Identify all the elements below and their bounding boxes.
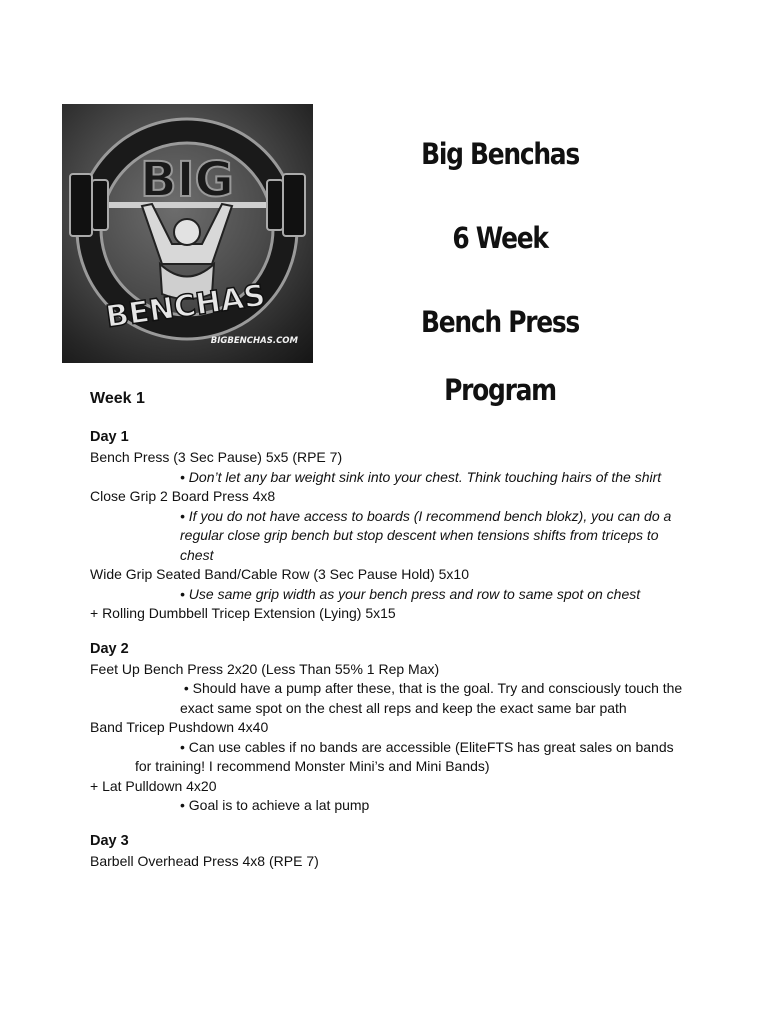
day-section [90, 638, 690, 816]
days-list [90, 426, 690, 871]
day-heading: Day 1 [90, 429, 129, 445]
exercise-line: Close Grip 2 Board Press 4x8 [90, 488, 276, 504]
exercise-line: Band Tricep Pushdown 4x40 [90, 719, 269, 735]
exercise-note: • If you do not have access to boards (I recommend bench blokz), you can do a [180, 507, 672, 524]
exercise-line: Bench Press (3 Sec Pause) 5x5 (RPE 7) [90, 449, 343, 465]
exercise-line: Barbell Overhead Press 4x8 (RPE 7) [90, 852, 319, 869]
title-line-3: Bench Press Program [421, 305, 579, 407]
exercise-line: + Lat Pulldown 4x20 [90, 777, 217, 794]
title-line-2: 6 Week [452, 221, 548, 255]
day-section [90, 426, 690, 624]
exercise-line: Wide Grip Seated Band/Cable Row (3 Sec Pause Hold) 5x10 [90, 566, 469, 582]
exercise-line: + Rolling Dumbbell Tricep Extension (Lying) 5x15 [90, 605, 396, 621]
exercise-line: Feet Up Bench Press 2x20 (Less Than 55% 1 Rep Max) [90, 660, 440, 677]
document-title [380, 120, 621, 407]
exercise-note: for training! I recommend Monster Mini’s and Mini Bands) [135, 758, 490, 774]
exercise-note: • Don’t let any bar weight sink into your chest. Think touching hairs of the shirt [180, 468, 662, 485]
day-heading: Day 3 [90, 832, 129, 849]
big-benchas-logo [62, 104, 313, 363]
exercise-note: • Should have a pump after these, that is the goal. Try and consciously touch the [180, 680, 683, 696]
exercise-note: regular close grip bench but stop descent when tensions shifts from triceps to [180, 527, 659, 543]
logo-url: BIGBENCHAS.COM [210, 336, 298, 346]
day-heading: Day 2 [90, 640, 129, 657]
week-heading: Week 1 [90, 390, 145, 407]
exercise-note: • Goal is to achieve a lat pump [180, 797, 370, 813]
exercise-note: • Can use cables if no bands are accessible (EliteFTS has great sales on bands [180, 738, 674, 755]
logo-big-text: BIG [140, 152, 234, 208]
logo-benchas-text: BENCHAS [103, 278, 268, 336]
exercise-note: chest [180, 546, 214, 563]
title-line-1: Big Benchas [421, 137, 579, 171]
exercise-note: exact same spot on the chest all reps and keep the exact same bar path [180, 699, 627, 716]
exercise-note: • Use same grip width as your bench press and row to same spot on chest [180, 585, 641, 602]
program-content [90, 388, 690, 871]
day-section [90, 830, 690, 872]
